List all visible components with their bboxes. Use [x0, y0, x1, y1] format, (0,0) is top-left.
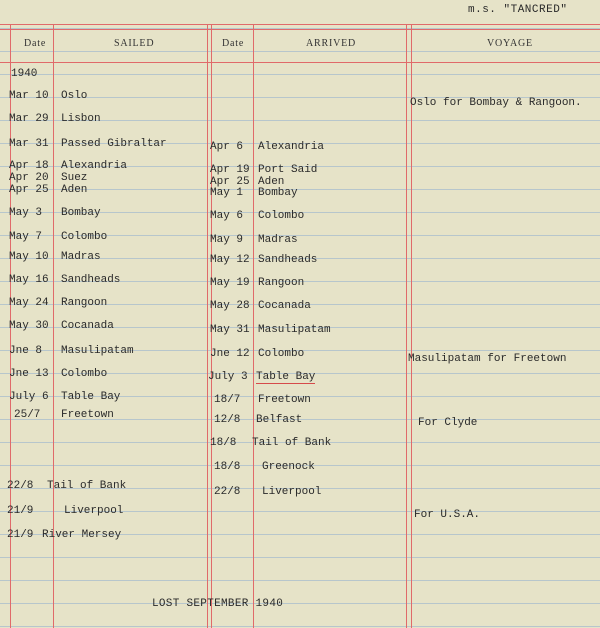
sailed-place: Aden: [61, 184, 88, 196]
sailed-date: May 10: [9, 251, 49, 263]
arrived-place: Aden: [258, 176, 285, 188]
sailed-place: Alexandria: [61, 160, 128, 172]
header-sailed: SAILED: [114, 38, 155, 49]
sailed-date: Mar 29: [9, 113, 49, 125]
arrived-date: May 12: [210, 254, 250, 266]
arrived-column-rule-2: [411, 24, 412, 628]
arrived-date: 18/7: [214, 394, 241, 406]
sailed-place: River Mersey: [42, 529, 122, 541]
sailed-place: Liverpool: [64, 505, 124, 517]
arrived-date: Jne 12: [210, 348, 250, 360]
arrived-place: Liverpool: [262, 486, 322, 498]
sailed-place: Rangoon: [61, 297, 108, 309]
sailed-date: May 7: [9, 231, 43, 243]
header-voyage: VOYAGE: [487, 38, 533, 49]
voyage-note: Masulipatam for Freetown: [408, 353, 567, 365]
sailed-date: May 16: [9, 274, 49, 286]
arrived-date: May 19: [210, 277, 250, 289]
voyage-note: For Clyde: [418, 417, 478, 429]
arrived-place: Belfast: [256, 414, 303, 426]
arrived-place: Freetown: [258, 394, 311, 406]
sailed-date: 25/7: [14, 409, 41, 421]
lost-note: LOST SEPTEMBER 1940: [152, 598, 284, 610]
arrived-date: 22/8: [214, 486, 241, 498]
sailed-date: May 3: [9, 207, 43, 219]
arrived-place: Alexandria: [258, 141, 325, 153]
sailed-date: Jne 8: [9, 345, 43, 357]
sailed-date: Apr 18: [9, 160, 49, 172]
arrived-place: Port Said: [258, 164, 318, 176]
sailed-date: May 30: [9, 320, 49, 332]
sailed-date: 22/8: [7, 480, 34, 492]
arrived-date: Apr 19: [210, 164, 250, 176]
header-arrived-date: Date: [222, 38, 245, 49]
arrived-date: May 6: [210, 210, 244, 222]
arrived-place: Madras: [258, 234, 298, 246]
arrived-place: Cocanada: [258, 300, 311, 312]
ship-name: m.s. "TANCRED": [468, 4, 568, 16]
arrived-date: 18/8: [210, 437, 237, 449]
arrived-place: Colombo: [258, 348, 305, 360]
sailed-place: Madras: [61, 251, 101, 263]
sailed-date: May 24: [9, 297, 49, 309]
sailed-place: Bombay: [61, 207, 101, 219]
sailed-place: Passed Gibraltar: [61, 138, 167, 150]
sailed-place: Colombo: [61, 368, 108, 380]
arrived-date: 18/8: [214, 461, 241, 473]
sailed-date: July 6: [9, 391, 49, 403]
arrived-place: Tail of Bank: [252, 437, 332, 449]
voyage-note: Oslo for Bombay & Rangoon.: [410, 97, 582, 109]
sailed-place: Freetown: [61, 409, 114, 421]
sailed-place: Tail of Bank: [47, 480, 127, 492]
arrived-date: May 1: [210, 187, 244, 199]
sailed-date: Apr 25: [9, 184, 49, 196]
arrived-date: 12/8: [214, 414, 241, 426]
arrived-place: Table Bay: [256, 371, 316, 383]
sailed-date: 21/9: [7, 505, 34, 517]
sailed-place: Suez: [61, 172, 88, 184]
header-sailed-date: Date: [24, 38, 47, 49]
sailed-place: Colombo: [61, 231, 108, 243]
arrived-date: July 3: [208, 371, 248, 383]
sailed-date: 21/9: [7, 529, 34, 541]
sailed-place: Sandheads: [61, 274, 121, 286]
sailed-place: Table Bay: [61, 391, 121, 403]
sailed-date: Mar 31: [9, 138, 49, 150]
header-top-rule-2: [0, 29, 600, 30]
sailed-date: Mar 10: [9, 90, 49, 102]
arrived-date: May 9: [210, 234, 244, 246]
arrived-date: Apr 25: [210, 176, 250, 188]
arrived-column-rule: [406, 24, 407, 628]
header-top-rule: [0, 24, 600, 25]
arrived-place: Masulipatam: [258, 324, 331, 336]
arrived-place: Rangoon: [258, 277, 305, 289]
header-arrived: ARRIVED: [306, 38, 357, 49]
sailed-column-rule: [207, 24, 208, 628]
sailed-place: Lisbon: [61, 113, 101, 125]
sailed-place: Oslo: [61, 90, 88, 102]
arrived-date: May 31: [210, 324, 250, 336]
sailed-date: Apr 20: [9, 172, 49, 184]
year-label: 1940: [11, 68, 38, 80]
arrived-place: Greenock: [262, 461, 315, 473]
sailed-place: Cocanada: [61, 320, 114, 332]
voyage-note: For U.S.A.: [414, 509, 481, 521]
sailed-date: Jne 13: [9, 368, 49, 380]
arrived-place: Sandheads: [258, 254, 318, 266]
header-bottom-rule: [0, 62, 600, 63]
arrived-place: Colombo: [258, 210, 305, 222]
sailed-place: Masulipatam: [61, 345, 134, 357]
arrived-date-rule: [253, 24, 254, 628]
arrived-date: Apr 6: [210, 141, 244, 153]
arrived-place: Bombay: [258, 187, 298, 199]
arrived-date: May 28: [210, 300, 250, 312]
